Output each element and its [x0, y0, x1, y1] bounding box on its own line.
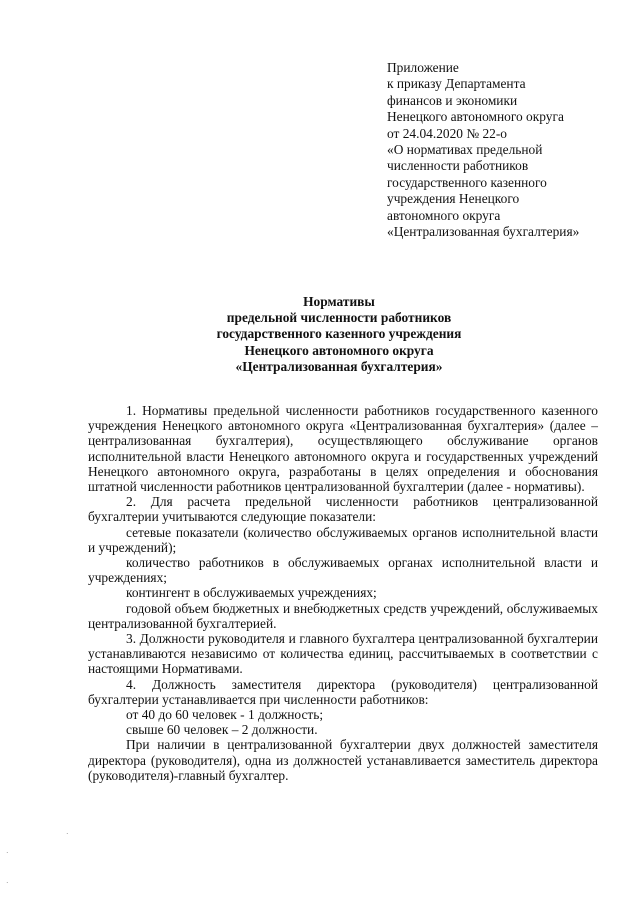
paragraph-1: 1. Нормативы предельной численности работников государственного казенного учреждения Ненецкого автономного округа «Централизованная бухгалтерия» (далее – централизованная бухгалтерия), осуществляющего обслуживание органов исполнительной власти Ненецкого автономного округа и государственных учреждений Ненецкого автономного округа, разработаны в целях определения и обоснования штатной численности работников централизованной бухгалтерии (далее - нормативы).	[88, 403, 598, 495]
appendix-line: автономного округа	[387, 207, 501, 223]
appendix-line: «Централизованная бухгалтерия»	[387, 224, 580, 240]
scan-speck: .	[6, 846, 9, 855]
paragraph-4: 4. Должность заместителя директора (руководителя) централизованной бухгалтерии устанавливается при численности работников:	[88, 676, 598, 707]
scan-speck: .	[6, 876, 9, 885]
scan-speck: .	[66, 827, 69, 836]
title-line: предельной численности работников	[226, 310, 452, 326]
appendix-line: «О нормативах предельной	[387, 142, 543, 158]
paragraph-deputy-one: от 40 до 60 человек - 1 должность;	[126, 707, 324, 723]
paragraph-indicator-staff: количество работников в обслуживаемых органах исполнительной власти и учреждениях;	[88, 555, 598, 586]
appendix-line: численности работников	[387, 158, 529, 174]
appendix-line: государственного казенного	[387, 174, 547, 190]
paragraph-2: 2. Для расчета предельной численности работников централизованной бухгалтерии учитываются следующие показатели:	[88, 494, 598, 525]
title-line: Нормативы	[303, 294, 375, 309]
paragraph-indicator-network: сетевые показатели (количество обслуживаемых органов исполнительной власти и учреждений);	[88, 524, 598, 555]
paragraph-two-deputies: При наличии в централизованной бухгалтерии двух должностей заместителя директора (руководителя), одна из должностей устанавливается заместитель директора (руководителя)-главный бухгалтер.	[88, 737, 598, 783]
appendix-line: к приказу Департамента	[387, 76, 526, 92]
document-body	[88, 403, 598, 783]
appendix-line: от 24.04.2020 № 22-о	[387, 125, 507, 141]
appendix-line: финансов и экономики	[387, 92, 518, 108]
paragraph-indicator-budget: годовой объем бюджетных и внебюджетных средств учреждений, обслуживаемых централизованной бухгалтерией.	[88, 600, 598, 631]
title-line: «Централизованная бухгалтерия»	[235, 358, 443, 374]
paragraph-indicator-contingent: контингент в обслуживаемых учреждениях;	[126, 585, 377, 601]
appendix-line: учреждения Ненецкого	[387, 191, 520, 207]
paragraph-deputy-two: свыше 60 человек – 2 должности.	[126, 722, 318, 738]
appendix-line: Приложение	[387, 60, 459, 75]
title-line: Ненецкого автономного округа	[244, 342, 434, 358]
document-title	[80, 294, 598, 375]
appendix-header	[387, 60, 627, 240]
appendix-line: Ненецкого автономного округа	[387, 109, 564, 125]
paragraph-3: 3. Должности руководителя и главного бухгалтера централизованной бухгалтерии устанавливаются независимо от количества единиц, рассчитываемых в соответствии с настоящими Нормативами.	[88, 631, 598, 677]
title-line: государственного казенного учреждения	[216, 326, 462, 342]
